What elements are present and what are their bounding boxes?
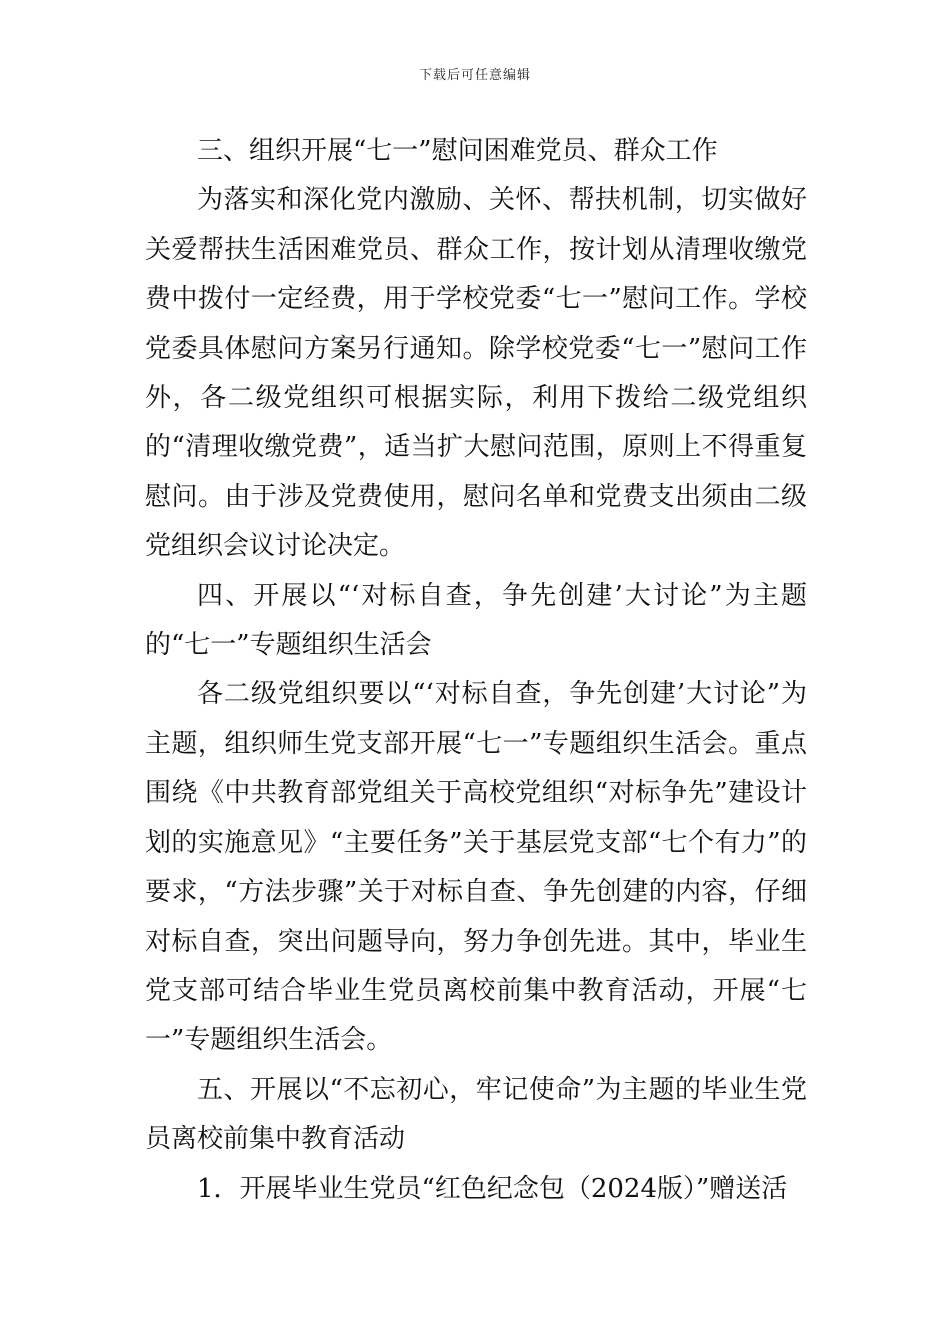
paragraph-3: 为落实和深化党内激励、关怀、帮扶机制，切实做好关爱帮扶生活困难党员、群众工作，按计划从清理收缴党费中拨付一定经费，用于学校党委“七一”慰问工作。学校党委具体慰问方案另行通知。除学校党委“七一”慰问工作外，各二级党组织可根据实际，利用下拨给二级党组织的“清理收缴党费”，适当扩大慰问范围，原则上不得重复慰问。由于涉及党费使用，慰问名单和党费支出须由二级党组织会议讨论决定。 [145,185,807,562]
section-heading-5: 五、开展以“不忘初心，牢记使命”为主题的毕业生党员离校前集中教育活动 [145,1074,807,1155]
page-header: 下载后可任意编辑 [418,68,531,83]
sub-item-1: 1．开展毕业生党员“红色纪念包（2024版）”赠送活 [197,1173,788,1204]
paragraph-4: 各二级党组织要以“‘对标自查，争先创建’大讨论”为主题，组织师生党支部开展“七一”专题组织生活会。重点围绕《中共教育部党组关于高校党组织“对标争先”建设计划的实施意见》“主要任务”关于基层党支部“七个有力”的要求，“方法步骤”关于对标自查、争先创建的内容，仔细对标自查，突出问题导向，努力争创先进。其中，毕业生党支部可结合毕业生党员离校前集中教育活动，开展“七一”专题组织生活会。 [145,679,807,1056]
section-heading-4: 四、开展以“‘对标自查，争先创建’大讨论”为主题的“七一”专题组织生活会 [145,580,807,661]
section-heading-3: 三、组织开展“七一”慰问困难党员、群众工作 [197,136,718,166]
document-body [145,127,807,1214]
